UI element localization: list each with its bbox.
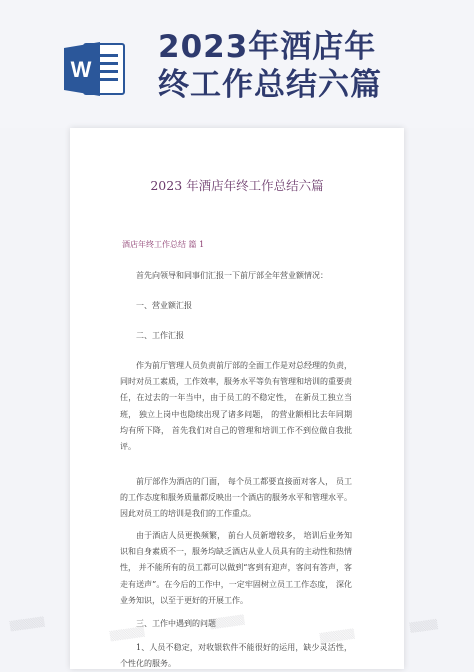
- section-label: 酒店年终工作总结 篇 1: [122, 240, 205, 249]
- header-banner: [0, 0, 474, 128]
- paragraph: 一、营业额汇报: [136, 301, 192, 310]
- paragraph: 作为前厅管理人员负责前厅部的全面工作是对总经理的负责，同时对员工素质，工作效率，服务水平等负有管理和培训的重要责任，在过去的一年当中，由于员工的不稳定性， 在新员工独立当班， 独立上岗中也隐续出现了诸多问题， 的营业额相比去年同期均有所下降， 首先我们对自己的管理和培训工作不到位做自我批评。: [120, 361, 352, 452]
- paragraph: 1、人员不稳定，对收银软件不能很好的运用，缺少灵活性，个性化的服务。: [120, 643, 352, 669]
- paragraph: 前厅部作为酒店的门面， 每个员工都要直接面对客人， 员工的工作态度和服务质量都反映出一个酒店的服务水平和管理水平。 因此对员工的培训是我们的工作重点。: [120, 477, 352, 519]
- paragraph: 二、工作汇报: [136, 331, 184, 340]
- svg-text:W: W: [70, 57, 92, 82]
- watermark-band: ▒▒▒▒▒ ▒▒▒▒▒ ▒▒▒▒▒ ▒▒▒▒▒ ▒▒▒▒: [9, 615, 439, 645]
- paragraph: 由于酒店人员更换频繁， 前台人员新增较多， 培训后业务知识和自身素质不一，服务均缺乏酒店从业人员具有的主动性和热情性， 并不能所有的员工都可以做到“客到有迎声，客问有答声，客走有送声”。在今后的工作中，一定牢固树立员工工作态度， 深化业务知识，以至于更好的开展工作。: [120, 531, 352, 605]
- page-title-line-1: 2023年酒店年: [158, 29, 377, 65]
- word-logo-icon: [64, 40, 126, 98]
- paragraph: 首先向领导和同事们汇报一下前厅部全年营业额情况：: [136, 271, 328, 280]
- page-title-line-2: 终工作总结六篇: [158, 67, 382, 103]
- page-title: [158, 28, 458, 104]
- paragraph: 三、工作中遇到的问题: [136, 619, 216, 628]
- document-title: 2023 年酒店年终工作总结六篇: [150, 178, 324, 193]
- document-page: [70, 128, 404, 669]
